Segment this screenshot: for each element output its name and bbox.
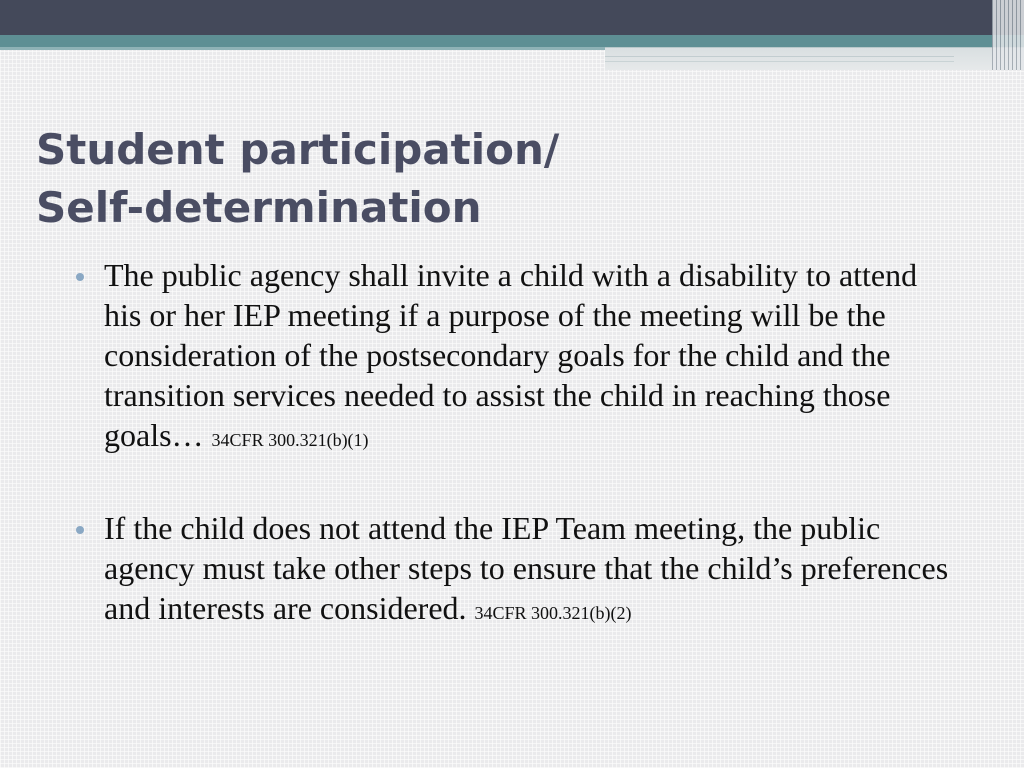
bullet-item <box>72 255 952 460</box>
accent-stripe <box>0 35 1024 47</box>
header-bar <box>0 0 1024 35</box>
slide-title <box>36 121 559 237</box>
bullet-dot-icon <box>76 273 84 281</box>
title-line-1: Student participation/ <box>36 125 560 174</box>
citation: 34CFR 300.321(b)(2) <box>474 603 632 623</box>
title-line-2: Self-determination <box>36 183 482 232</box>
bullet-text: If the child does not attend the IEP Team meeting, the public agency must take other steps to ensure that the child’s preferences and interests are considered. <box>104 510 949 626</box>
bullet-list <box>72 255 952 681</box>
decoration-line <box>605 61 954 62</box>
bullet-text: The public agency shall invite a child with a disability to attend his or her IEP meeting if a purpose of the meeting will be the consideration of the postsecondary goals for the child and the transition services needed to assist the child in reaching those goals… <box>104 257 918 453</box>
header-decoration <box>605 47 1024 70</box>
bullet-dot-icon <box>76 526 84 534</box>
edge-decoration <box>992 0 1024 70</box>
citation: 34CFR 300.321(b)(1) <box>211 430 369 450</box>
decoration-line <box>605 56 954 57</box>
bullet-item <box>72 508 952 633</box>
accent-stripe-thin <box>0 47 605 50</box>
